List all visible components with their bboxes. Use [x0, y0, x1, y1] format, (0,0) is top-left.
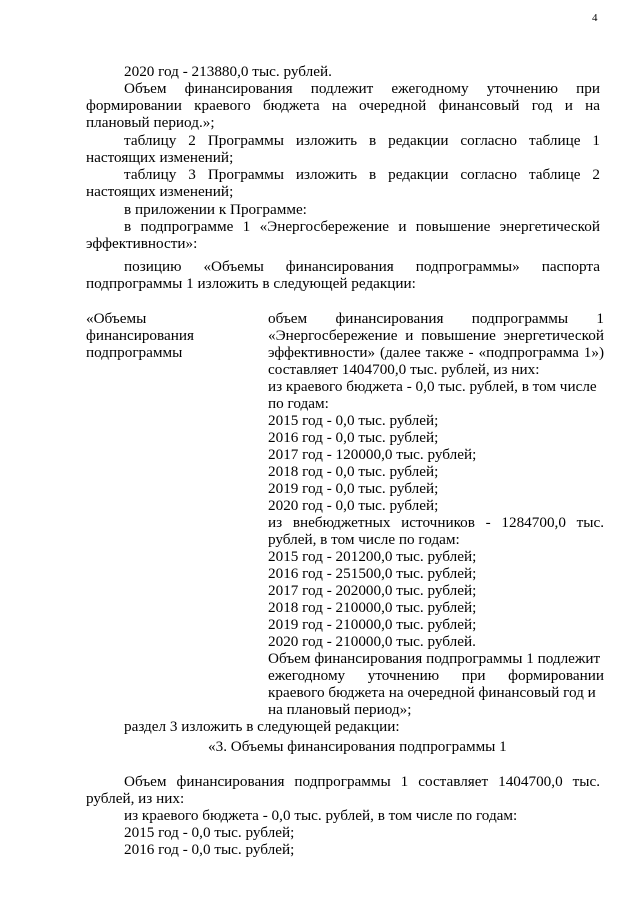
passport-value-line: 2015 год - 201200,0 тыс. рублей; [268, 548, 477, 565]
passport-value-line: 2019 год - 0,0 тыс. рублей; [268, 480, 439, 497]
passport-value-line: на плановый период»; [268, 701, 412, 718]
passport-value-line: 2016 год - 0,0 тыс. рублей; [268, 429, 439, 446]
text-line: рублей, из них: [86, 790, 185, 807]
passport-value-line: эффективности» (далее также - «подпрограмма 1») [268, 344, 604, 361]
text-line: подпрограммы 1 изложить в следующей редакции: [86, 275, 416, 292]
section-heading: «3. Объемы финансирования подпрограммы 1 [208, 738, 507, 755]
passport-value-line: краевого бюджета на очередной финансовый год и [268, 684, 596, 701]
text-line: формировании краевого бюджета на очередной финансовый год и на [86, 97, 600, 114]
section-instruction: раздел 3 изложить в следующей редакции: [124, 718, 400, 735]
passport-value-line: 2015 год - 0,0 тыс. рублей; [268, 412, 439, 429]
passport-value-line: из краевого бюджета - 0,0 тыс. рублей, в том числе [268, 378, 597, 395]
passport-value-line: 2018 год - 0,0 тыс. рублей; [268, 463, 439, 480]
text-line: таблицу 3 Программы изложить в редакции согласно таблице 2 [124, 166, 600, 183]
passport-value-line: по годам: [268, 395, 329, 412]
passport-value-line: «Энергосбережение и повышение энергетической [268, 327, 604, 344]
passport-value-line: 2020 год - 0,0 тыс. рублей; [268, 497, 439, 514]
text-line: эффективности»: [86, 235, 198, 252]
text-line: 2016 год - 0,0 тыс. рублей; [124, 841, 295, 858]
text-line: 2015 год - 0,0 тыс. рублей; [124, 824, 295, 841]
passport-value-line: 2016 год - 251500,0 тыс. рублей; [268, 565, 477, 582]
passport-value-line: из внебюджетных источников - 1284700,0 тыс. [268, 514, 604, 531]
passport-label-line: финансирования [86, 327, 194, 344]
text-line: в приложении к Программе: [124, 201, 307, 218]
passport-value-line: рублей, в том числе по годам: [268, 531, 460, 548]
passport-value-line: ежегодному уточнению при формировании [268, 667, 604, 684]
text-line: таблицу 2 Программы изложить в редакции согласно таблице 1 [124, 132, 600, 149]
passport-value-line: составляет 1404700,0 тыс. рублей, из них: [268, 361, 540, 378]
passport-value-line: 2018 год - 210000,0 тыс. рублей; [268, 599, 477, 616]
text-line: из краевого бюджета - 0,0 тыс. рублей, в том числе по годам: [124, 807, 518, 824]
text-line: 2020 год - 213880,0 тыс. рублей. [124, 63, 332, 80]
page-number: 4 [592, 12, 598, 24]
passport-label-line: «Объемы [86, 310, 147, 327]
passport-value-line: 2020 год - 210000,0 тыс. рублей. [268, 633, 476, 650]
text-line: Объем финансирования подпрограммы 1 составляет 1404700,0 тыс. [124, 773, 600, 790]
passport-value-line: 2019 год - 210000,0 тыс. рублей; [268, 616, 477, 633]
text-line: Объем финансирования подлежит ежегодному уточнению при [124, 80, 600, 97]
passport-value-line: 2017 год - 202000,0 тыс. рублей; [268, 582, 477, 599]
text-line: настоящих изменений; [86, 149, 234, 166]
passport-label-line: подпрограммы [86, 344, 183, 361]
text-line: позицию «Объемы финансирования подпрограммы» паспорта [124, 258, 600, 275]
text-line: настоящих изменений; [86, 183, 234, 200]
text-line: в подпрограмме 1 «Энергосбережение и повышение энергетической [124, 218, 600, 235]
passport-value-line: Объем финансирования подпрограммы 1 подлежит [268, 650, 601, 667]
text-line: плановый период.»; [86, 114, 215, 131]
passport-value-line: 2017 год - 120000,0 тыс. рублей; [268, 446, 477, 463]
passport-value-line: объем финансирования подпрограммы 1 [268, 310, 604, 327]
